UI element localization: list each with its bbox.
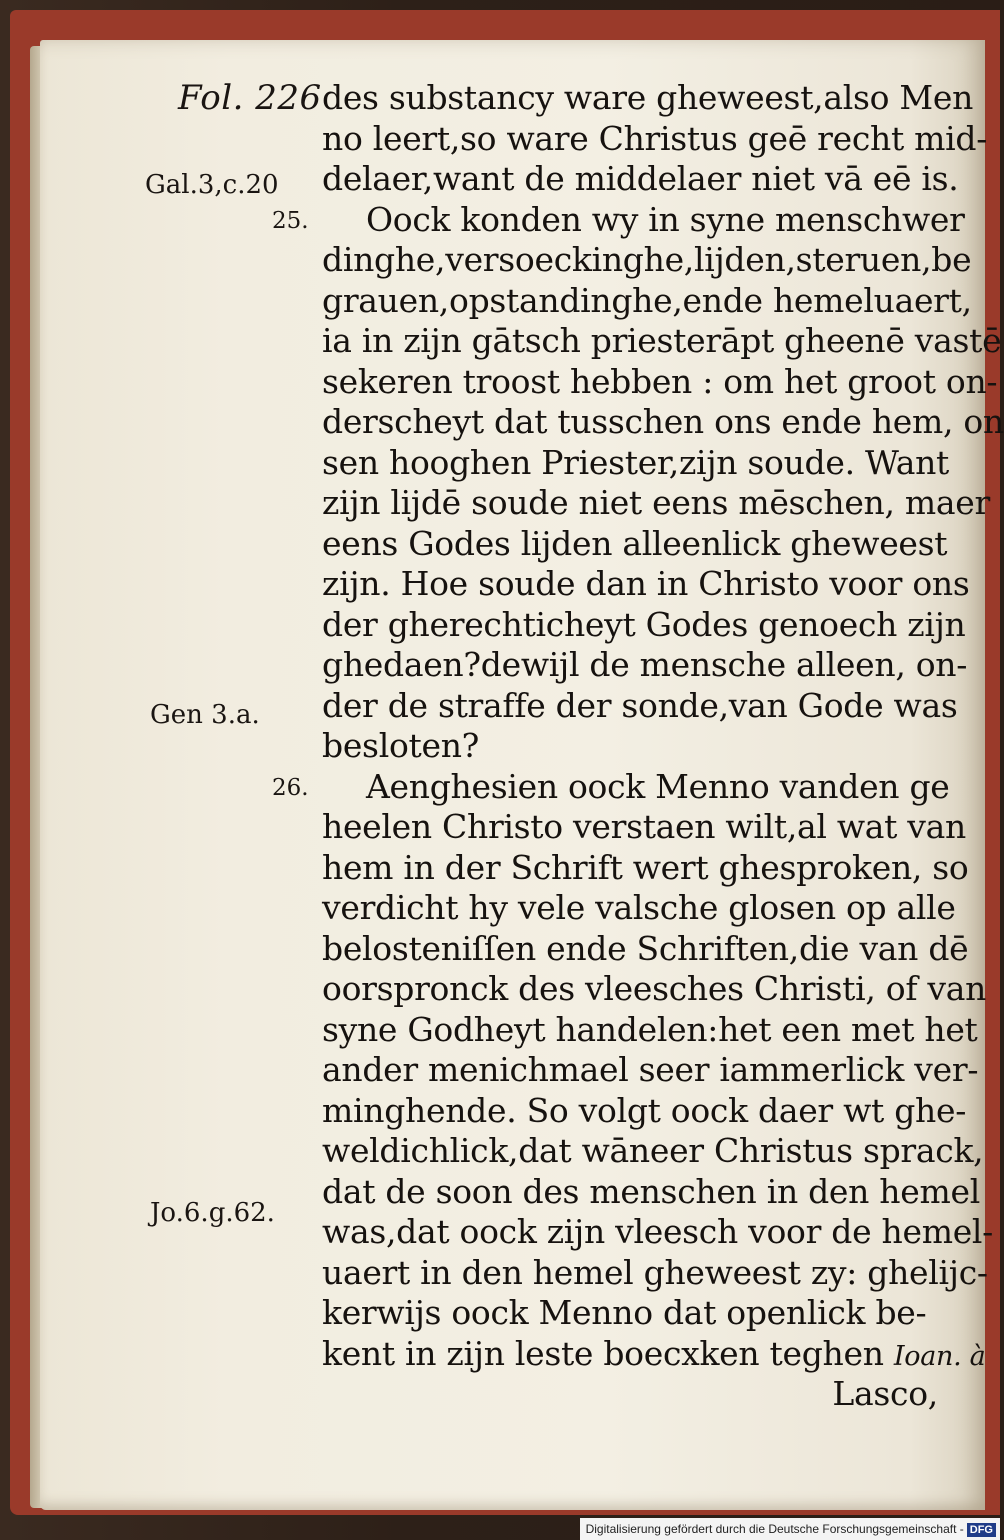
section-number-26: 26. [272,775,309,801]
text-line: zijn lijdē soude niet eens mēschen, maer [322,483,990,522]
text-line: no leert,so ware Christus geē recht mid- [322,118,988,158]
margin-note-galatians: Gal.3,c.20 [145,170,279,200]
text-line-italic-end: Ioan. à [893,1340,986,1372]
margin-note-john: Jo.6.g.62. [150,1198,275,1228]
text-line: besloten? [322,726,480,765]
text-line: syne Godheyt handelen:het een met het [322,1009,978,1049]
text-line: eens Godes lijden alleenlick gheweest [322,523,948,563]
text-line: verdicht hy vele valsche glosen op alle [322,888,956,927]
text-line: Oock konden wy in syne menschwer [366,199,965,239]
text-line: dat de soon des menschen in den hemel [322,1171,980,1211]
text-line: dinghe,versoeckinghe,lijden,steruen,be [322,240,972,279]
section-number-25: 25. [272,208,309,234]
text-line: hem in der Schrift wert ghesproken, so [322,847,969,887]
text-line: ghedaen?dewijl de mensche alleen, on- [322,645,968,684]
text-line: sen hooghen Priester,zijn soude. Want [322,442,950,482]
text-line: grauen,opstandinghe,ende hemeluaert, [322,280,972,320]
text-line: des substancy ware gheweest,also Men [322,78,974,117]
text-line: belosteniſſen ende Schriften,die van dē [322,928,969,968]
text-line: der gherechticheyt Godes genoech zijn [322,604,966,644]
catchword: Lasco, [832,1374,938,1413]
text-line-main: kent in zijn leste boecxken teghen [322,1333,884,1373]
text-line: oorspronck des vleesches Christi, of van [322,969,987,1008]
text-line: Aenghesien oock Menno vanden ge [366,766,950,806]
text-line: minghende. So volgt oock daer wt ghe- [322,1090,967,1130]
text-line [322,1333,986,1375]
text-line: heelen Christo verstaen wilt,al wat van [322,807,966,846]
text-line: uaert in den hemel gheweest zy: ghelijc- [322,1252,988,1292]
footer-text: Digitalisierung gefördert durch die Deutsche Forschungsgemeinschaft - [585,1522,964,1536]
digitization-footer [580,1518,1000,1540]
text-line: was,dat oock zijn vleesch voor de hemel- [322,1212,994,1251]
text-line: derscheyt dat tusschen ons ende hem, on [322,402,1004,441]
text-line: delaer,want de middelaer niet vā eē is. [322,159,959,198]
folio-header: Fol. 226 [178,78,322,118]
text-line: sekeren troost hebben : om het groot on- [322,361,998,401]
text-line: ia in zijn gātsch priesterāpt gheenē vastē [322,321,1002,360]
text-line: zijn. Hoe soude dan in Christo voor ons [322,564,970,603]
body-text [322,78,1004,1415]
text-line: weldichlick,dat wāneer Christus sprack, [322,1131,984,1170]
margin-note-genesis: Gen 3.a. [150,700,260,730]
text-line: ander menichmael seer iammerlick ver- [322,1050,979,1089]
text-line: kerwijs oock Menno dat openlick be- [322,1293,927,1332]
text-line: der de straffe der sonde,van Gode was [322,685,958,725]
dfg-logo: DFG [967,1523,996,1537]
